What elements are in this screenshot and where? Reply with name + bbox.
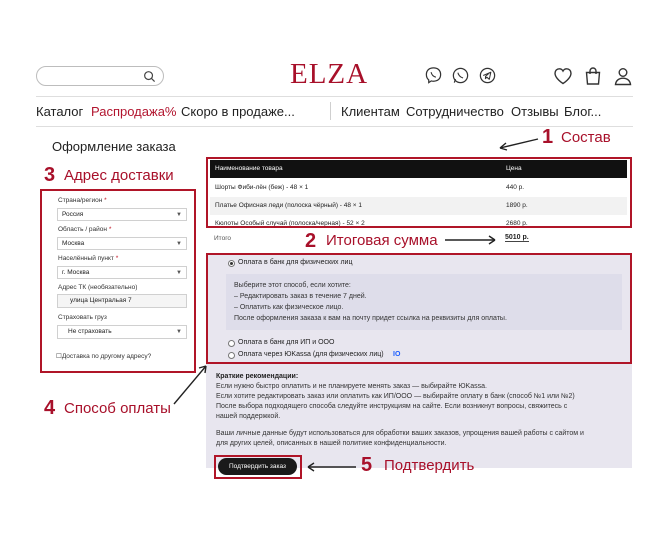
payment-info-line: Выберите этот способ, если хотите: (234, 282, 351, 289)
annotation-number-4: 4 (44, 397, 56, 419)
payment-info-line: После оформления заказа к вам на почту придет ссылка на реквизиты для оплаты. (234, 315, 507, 322)
shopping-bag-icon[interactable] (582, 65, 604, 87)
user-icon[interactable] (612, 65, 634, 87)
recommendation-line: Если нужно быстро оплатить и не планируете менять заказ — выбирайте ЮKassa. (216, 383, 487, 390)
product-price: 1890 р. (506, 202, 528, 209)
nav-coming-soon[interactable]: Скоро в продаже... (181, 104, 295, 119)
annotation-number-2: 2 (305, 230, 317, 252)
nav-cooperation[interactable]: Сотрудничество (406, 104, 504, 119)
payment-option-yookassa[interactable]: Оплата через ЮKassa (для физических лиц) (238, 351, 384, 358)
insurance-select[interactable]: Не страховать ▼ (57, 325, 187, 339)
arrow-icon (304, 460, 358, 474)
search-input[interactable] (36, 66, 164, 86)
recommendation-line: нашей поддержкой. (216, 413, 281, 420)
payment-info-line: – Редактировать заказ в течение 7 дней. (234, 293, 367, 300)
product-name: Платье Офисная леди (полоска чёрный) - 48 × 1 (215, 202, 363, 209)
annotation-number-3: 3 (44, 164, 56, 186)
page-title: Оформление заказа (52, 139, 176, 154)
country-label: Страна/регион * (58, 197, 107, 204)
product-name: Шорты Фиби-лён (беж) - 48 × 1 (215, 184, 309, 191)
whatsapp-icon[interactable] (451, 66, 470, 85)
tk-address-input[interactable]: улица Центральая 7 (57, 294, 187, 308)
annotation-number-1: 1 (542, 126, 554, 148)
total-label: Итого (214, 235, 232, 242)
nav-sale[interactable]: Распродажа% (91, 104, 177, 119)
nav-separator (330, 102, 331, 120)
annotation-number-5: 5 (361, 454, 373, 476)
chevron-down-icon: ▼ (176, 212, 182, 218)
annotation-box-confirm (214, 455, 302, 479)
col-price: Цена (506, 165, 522, 172)
nav-reviews[interactable]: Отзывы (511, 104, 559, 119)
recommendation-line: Если хотите редактировать заказ или оплатить как ИП/ООО — выбирайте оплату в банк (способ №1 или №2) (216, 393, 575, 400)
annotation-label-address: Адрес доставки (64, 167, 174, 184)
viber-icon[interactable] (424, 66, 443, 85)
city-select[interactable]: г. Москва ▼ (57, 266, 187, 279)
other-address-checkbox[interactable]: ☐Доставка по другому адресу? (56, 353, 152, 360)
yookassa-logo-icon: IO (393, 351, 401, 358)
country-select[interactable]: Россия ▼ (57, 208, 187, 221)
region-select[interactable]: Москва ▼ (57, 237, 187, 250)
nav-blog[interactable]: Блог... (564, 104, 602, 119)
product-name: Кюлоты Особый случай (полоска/черная) - 52 × 2 (215, 220, 365, 227)
nav-catalog[interactable]: Каталог (36, 104, 84, 119)
insurance-label: Страховать груз (58, 314, 107, 321)
recommendation-line: После выбора подходящего способа следуйте инструкциям на сайте. Если возникнут вопросы, свяжитесь с (216, 403, 568, 410)
region-label: Область / район * (58, 226, 112, 233)
privacy-line: Ваши личные данные будут использоваться для обработки ваших заказов, упрощения вашей работы с сайтом и (216, 430, 584, 437)
annotation-box-address (40, 189, 196, 373)
arrow-icon (443, 233, 499, 247)
arrow-icon (494, 135, 540, 153)
col-product: Наименование товара (215, 165, 283, 172)
annotation-label-confirm: Подтвердить (384, 457, 475, 474)
nav-clients[interactable]: Клиентам (341, 104, 400, 119)
header-divider (36, 96, 633, 97)
arrow-icon (170, 360, 210, 408)
chevron-down-icon: ▼ (176, 329, 182, 335)
city-label: Населённый пункт * (58, 255, 119, 262)
annotation-box-payment (206, 253, 632, 364)
other-address-label: Доставка по другому адресу? (61, 353, 152, 360)
heart-icon[interactable] (552, 65, 574, 87)
product-price: 440 р. (506, 184, 525, 191)
annotation-box-composition (206, 157, 632, 228)
product-price: 2680 р. (506, 220, 528, 227)
payment-info-line: – Оплатить как физическое лицо. (234, 304, 344, 311)
recommendations-title: Краткие рекомендации: (216, 373, 299, 380)
chevron-down-icon: ▼ (176, 241, 182, 247)
brand-logo[interactable]: ELZA (290, 58, 369, 90)
annotation-label-composition: Состав (561, 129, 611, 146)
tk-address-label: Адрес ТК (необязательно) (58, 284, 138, 291)
telegram-icon[interactable] (478, 66, 497, 85)
payment-option-bank-company[interactable]: Оплата в банк для ИП и ООО (238, 339, 335, 346)
search-icon (143, 70, 156, 83)
chevron-down-icon: ▼ (176, 270, 182, 276)
payment-option-bank-individual[interactable]: Оплата в банк для физических лиц (238, 259, 353, 266)
annotation-label-payment: Способ оплаты (64, 400, 171, 417)
privacy-line: для других целей, описанных в нашей политике конфиденциальности. (216, 440, 447, 447)
annotation-label-total: Итоговая сумма (326, 232, 438, 249)
confirm-order-button[interactable]: Подтвердить заказ (218, 458, 297, 475)
total-value: 5010 р. (505, 234, 529, 241)
